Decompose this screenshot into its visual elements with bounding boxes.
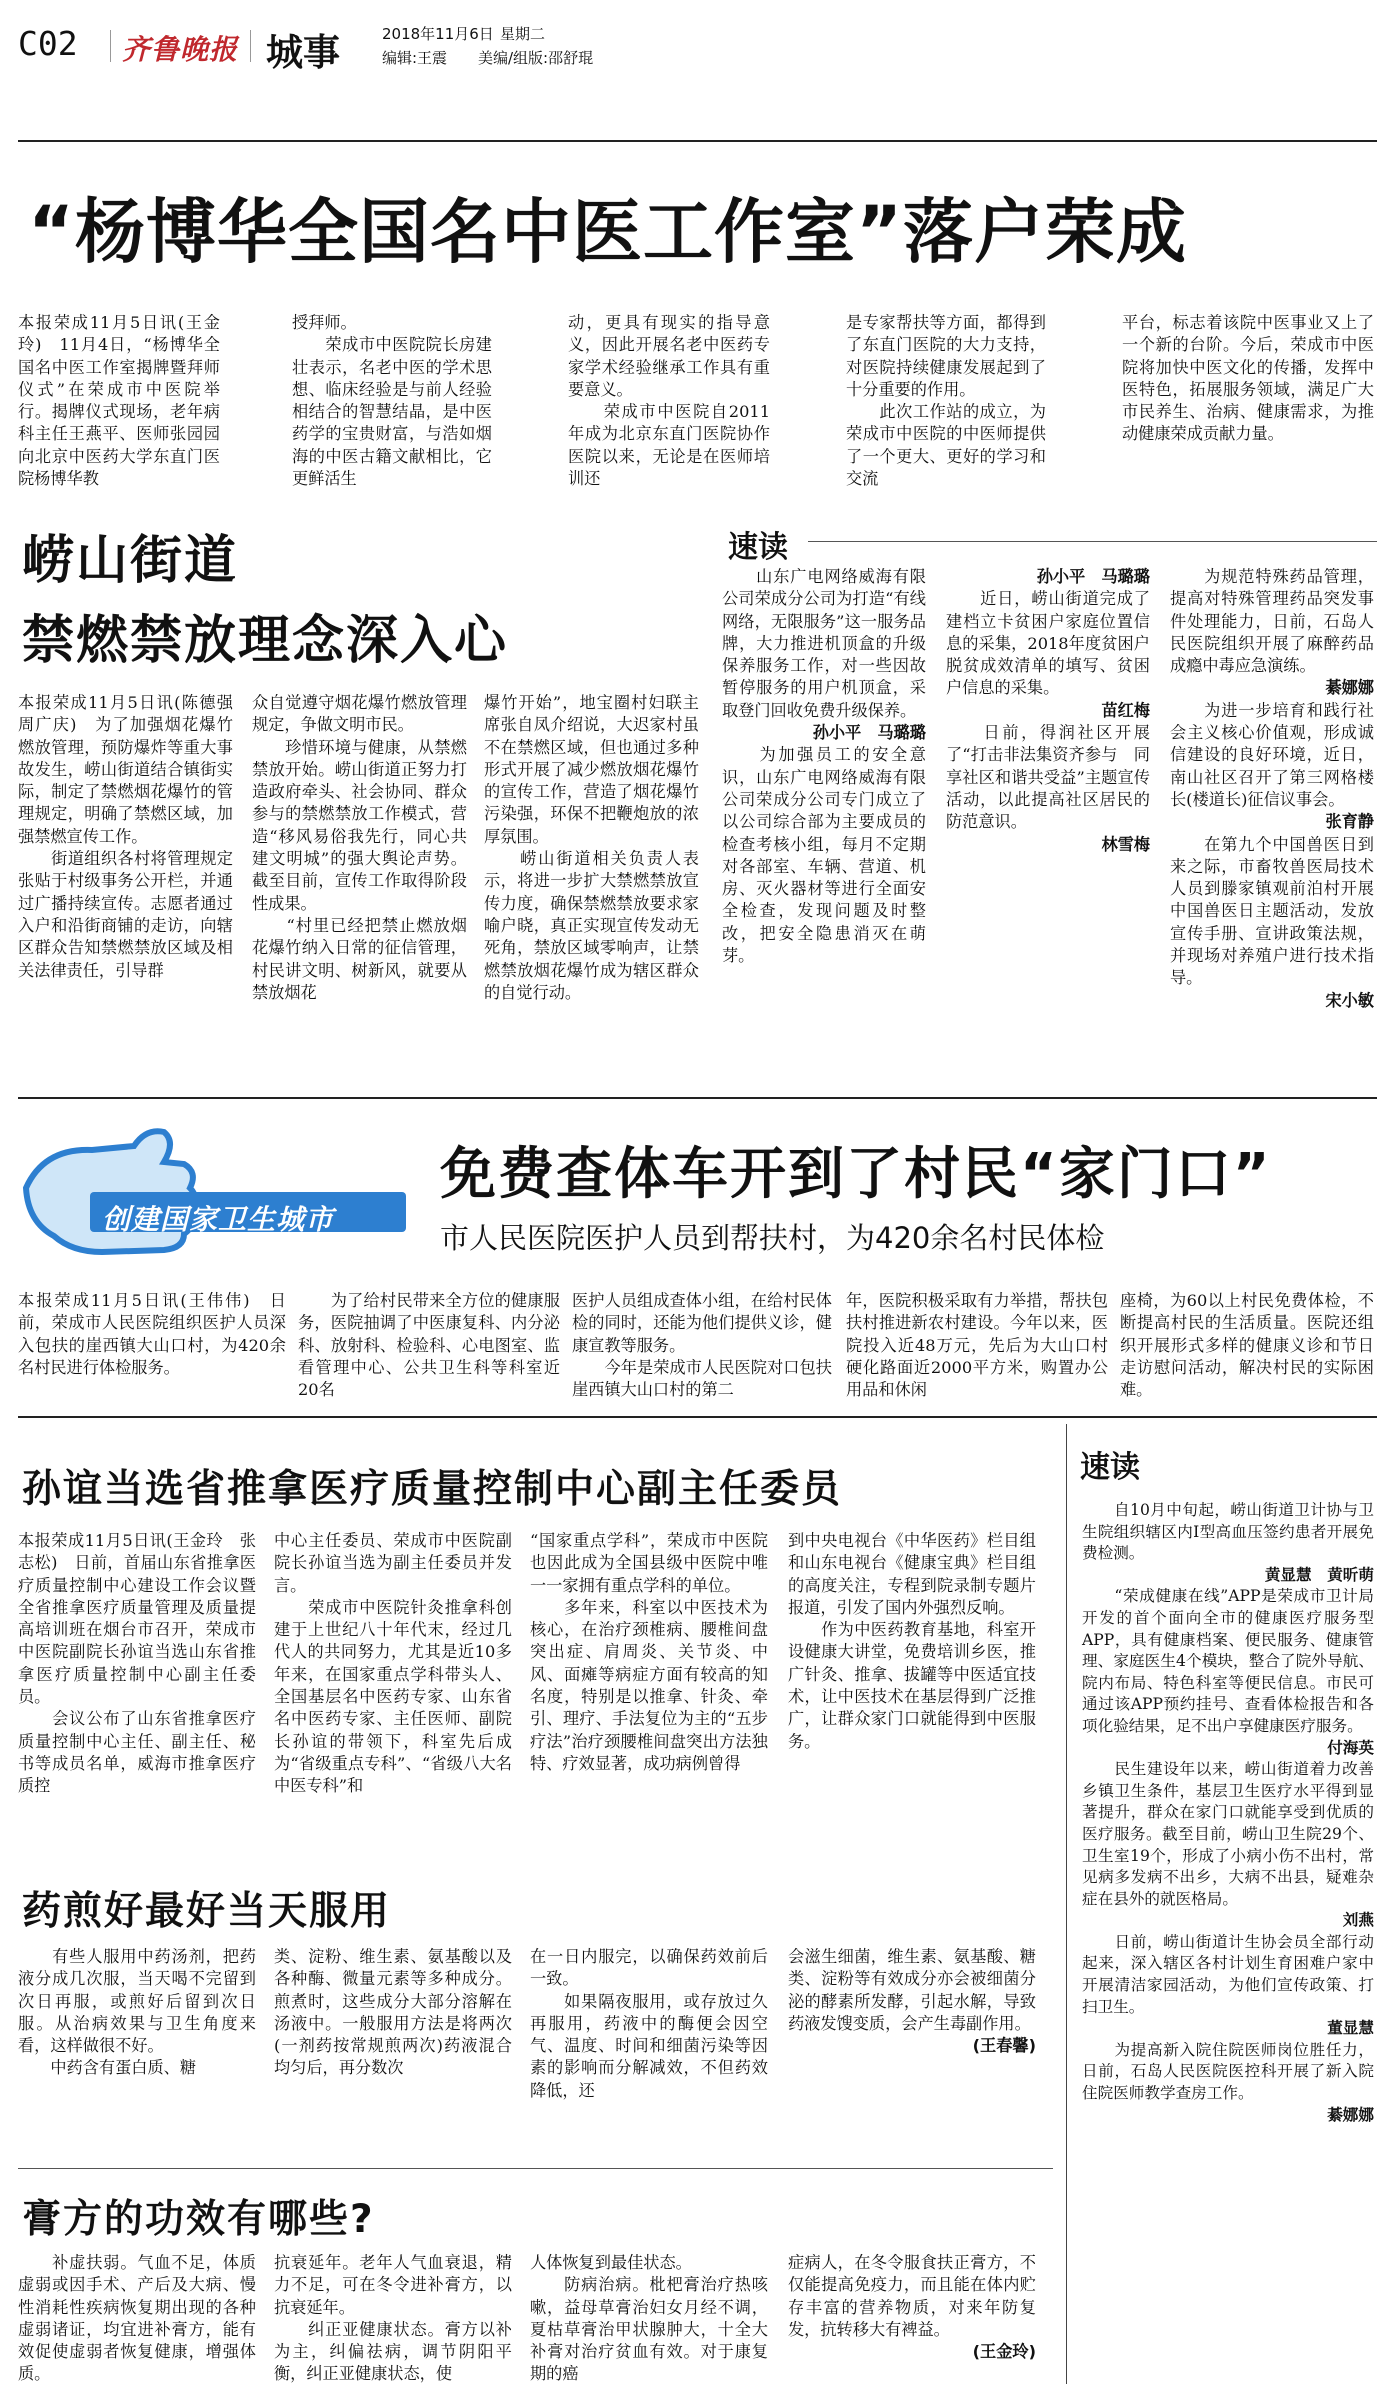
section-rule bbox=[18, 1097, 1377, 1099]
brief1-item2-byline: 孙小平 马璐璐 bbox=[1036, 567, 1150, 586]
article5-col4-text: 会滋生细菌，维生素、氨基酸、糖类、淀粉等有效成分亦会被细菌分泌的酵素所发酵，引起水解，导致药液发馊变质，会产生毒副作用。 bbox=[788, 1947, 1036, 2033]
article6-col1-text: 补虚扶弱。气血不足，体质虚弱或因手术、产后及大病、慢性消耗性疾病恢复期出现的各种虚弱诸证，均宜进补膏方，能有效促使虚弱者恢复健康，增强体质。 bbox=[18, 2253, 256, 2384]
brief1-item2-text: 为加强员工的安全意识，山东广电网络威海有限公司荣成分公司专门成立了以公司综合部为主要成员的检查考核小组，每月不定期对各部室、车辆、营道、机房、灭火器材等进行全面安全检查，发现问题及时整改，把安全隐患消灭在萌芽。 bbox=[722, 745, 926, 966]
article1-col2-text: 授拜师。 荣成市中医院院长房建壮表示，名老中医的学术思想、临床经验是与前人经验相结合的智慧结晶，是中医药学的宝贵财富，与浩如烟海的中医古籍文献相比，它更鲜活生 bbox=[292, 313, 492, 489]
article3-headline: 免费查体车开到了村民“家门口” bbox=[440, 1142, 1272, 1207]
brief1-item5-text: 为规范特殊药品管理，提高对特殊管理药品突发事件处理能力，日前，石岛人民医院组织开展了麻醉药品成瘾中毒应急演练。 bbox=[1170, 567, 1374, 676]
article1-col3-text: 动，更具有现实的指导意义，因此开展名老中医药专家学术经验继承工作具有重要意义。 荣成市中医院自2011年成为北京东直门医院协作医院以来，无论是在医师培训还 bbox=[568, 313, 770, 489]
thumbs-up-icon bbox=[14, 1118, 422, 1268]
issue-date: 2018年11月6日 bbox=[382, 25, 494, 43]
article5-byline: (王春馨) bbox=[972, 2036, 1036, 2056]
brief1-rule bbox=[808, 541, 1377, 542]
article6-headline: 膏方的功效有哪些? bbox=[22, 2197, 375, 2242]
article3-col3 bbox=[572, 1290, 832, 1402]
paper-logo: 齐鲁晚报 bbox=[122, 33, 239, 66]
brief2-item2-byline: 付海英 bbox=[1327, 1738, 1374, 1757]
brief1-col3 bbox=[1170, 566, 1374, 1076]
brief1-item6-text: 为进一步培育和践行社会主义核心价值观，形成诚信建设的良好环境，近日，南山社区召开了第三网格楼长(楼道长)征信议事会。 bbox=[1170, 700, 1374, 809]
article1-col2 bbox=[292, 312, 492, 489]
article5-col3-text: 在一日内服完，以确保药效前后一致。 如果隔夜服用，或存放过久再服用，药液中的酶便会因空气、温度、时间和细菌污染等因素的影响而分解减效，不但药效降低，还 bbox=[530, 1947, 768, 2100]
divider bbox=[250, 30, 251, 62]
article2-headline-line1: 崂山街道 bbox=[22, 531, 239, 591]
masthead bbox=[18, 20, 1377, 74]
article3-col5-text: 座椅，为60以上村民免费体检，不断提高村民的生活质量。医院还组织开展形式多样的健康义诊和节日走访慰问活动，解决村民的实际困难。 bbox=[1120, 1291, 1374, 1400]
article4-col1 bbox=[18, 1530, 256, 1868]
article1-col5-text: 平台，标志着该院中医事业又上了一个新的台阶。今后，荣成市中医院将加快中医文化的传播，发挥中医特色，拓展服务领域，满足广大市民养生、治病、健康需求，为推动健康荣成贡献力量。 bbox=[1122, 313, 1374, 444]
brief1-col1 bbox=[722, 566, 926, 1076]
article6-col2-text: 抗衰延年。老年人气血衰退，精力不足，可在冬令进补膏方，以抗衰延年。 纠正亚健康状态。膏方以补为主，纠偏祛病，调节阴阳平衡，纠正亚健康状态，使 bbox=[274, 2253, 512, 2384]
article4-col3 bbox=[530, 1530, 768, 1868]
column-divider bbox=[1066, 1424, 1067, 2384]
brief1-item6-byline: 张育静 bbox=[1325, 812, 1374, 832]
article1-headline: “杨博华全国名中医工作室”落户荣成 bbox=[28, 191, 1188, 273]
article2-col2 bbox=[252, 692, 467, 1076]
article3-col1 bbox=[18, 1290, 286, 1402]
brief1-item3-text: 近日，崂山街道完成了建档立卡贫困户家庭位置信息的采集，2018年度贫困户脱贫成效清单的填写、贫困户信息的采集。 bbox=[946, 589, 1150, 698]
brief1-item4-text: 日前，得润社区开展了“打击非法集资齐参与 同享社区和谐共受益”主题宣传活动，以此提高社区居民的防范意识。 bbox=[946, 723, 1150, 832]
article3-col2-text: 为了给村民带来全方位的健康服务，医院抽调了中医康复科、内分泌科、放射科、检验科、心电图室、监看管理中心、公共卫生科等科室近20名 bbox=[298, 1291, 560, 1400]
article3-subheadline: 市人民医院医护人员到帮扶村，为420余名村民体检 bbox=[440, 1221, 1105, 1255]
article1-col5 bbox=[1122, 312, 1374, 472]
article1-col4 bbox=[846, 312, 1046, 489]
brief1-item1-text: 山东广电网络威海有限公司荣成分公司为打造“有线网络，无限服务”这一服务品牌，大力推进机顶盒的升级保养服务工作，对一些因故暂停服务的用户机顶盒，采取登门回收免费升级保养。 bbox=[722, 567, 926, 720]
article5-col2-text: 类、淀粉、维生素、氨基酸以及各种酶、微量元素等多种成分。煎煮时，这些成分大部分溶解在汤液中。一般服用方法是将两次(一剂药按常规煎两次)药液混合均匀后，再分数次 bbox=[274, 1947, 512, 2078]
brief1-item1-byline: 孙小平 马璐璐 bbox=[812, 723, 926, 743]
issue-weekday: 星期二 bbox=[500, 25, 546, 43]
article4-headline: 孙谊当选省推拿医疗质量控制中心副主任委员 bbox=[22, 1467, 843, 1512]
section-rule bbox=[18, 1416, 1377, 1418]
article6-col1 bbox=[18, 2252, 256, 2388]
brief1-item3-byline: 苗红梅 bbox=[1101, 700, 1150, 720]
brief2-item2-text: “荣成健康在线”APP是荣成市卫计局开发的首个面向全市的健康医疗服务型APP，具有健康档案、便民服务、健康管理、家庭医生4个模块，整合了院外导航、院内布局、特色科室等便民信息。市民可通过该APP预约挂号、查看体检报告和各项化验结果，足不出户享健康医疗服务。 bbox=[1082, 1587, 1374, 1735]
article3-col1-text: 本报荣成11月5日讯(王伟伟) 日前，荣成市人民医院组织医护人员深入包扶的崖西镇大山口村，为420余名村民进行体检服务。 bbox=[18, 1291, 286, 1377]
article2-col1-text: 本报荣成11月5日讯(陈德强 周广庆) 为了加强烟花爆竹燃放管理，预防爆炸等重大事故发生，崂山街道结合镇街实际，制定了禁燃烟花爆竹的管理规定，明确了禁燃区域，加强禁燃宣传工作。 街道组织各村将管理规定张贴于村级事务公开栏，并通过广播持续宣传。志愿者通过入户和沿街商铺的走访，向辖区群众告知禁燃禁放区域及相关法律责任，引导群 bbox=[18, 693, 233, 980]
article1-col1 bbox=[18, 312, 220, 489]
article4-col4-text: 到中央电视台《中华医药》栏目组和山东电视台《健康宝典》栏目组的高度关注，专程到院录制专题片报道，引发了国内外强烈反响。 作为中医药教育基地，科室开设健康大讲堂，免费培训乡医，推广针灸、推拿、拔罐等中医适宜技术，让中医技术在基层得到广泛推广，让群众家门口就能得到中医服务。 bbox=[788, 1531, 1036, 1751]
article6-col4 bbox=[788, 2252, 1036, 2388]
article6-col3 bbox=[530, 2252, 768, 2388]
brief1-item4-byline: 林雪梅 bbox=[1101, 834, 1150, 854]
section-name: 城事 bbox=[266, 31, 340, 74]
article6-col2 bbox=[274, 2252, 512, 2388]
masthead-rule bbox=[18, 140, 1377, 142]
article5-col1-text: 有些人服用中药汤剂，把药液分成几次服，当天喝不完留到次日再服，或煎好后留到次日服。从治病效果与卫生角度来看，这样做很不好。 中药含有蛋白质、糖 bbox=[18, 1947, 256, 2078]
brief2-item4-byline: 董显慧 bbox=[1327, 2019, 1374, 2038]
brief2-item1-byline: 黄显慧 黄昕萌 bbox=[1264, 1565, 1374, 1584]
article1-col4-text: 是专家帮扶等方面，都得到了东直门医院的大力支持，对医院持续健康发展起到了十分重要的作用。 此次工作站的成立，为荣成市中医院的中医师提供了一个更大、更好的学习和交流 bbox=[846, 313, 1046, 489]
divider bbox=[110, 30, 111, 62]
article5-col1 bbox=[18, 1946, 256, 2166]
article2-col3 bbox=[484, 692, 699, 1076]
editor-credit: 编辑:王震 bbox=[382, 49, 448, 67]
article2-col2-text: 众自觉遵守烟花爆竹燃放管理规定，争做文明市民。 珍惜环境与健康，从禁燃禁放开始。崂山街道正努力打造政府牵头、社会协同、群众参与的禁燃禁放工作模式，营造“移风易俗我先行，同心共建文明城”的强大舆论声势。截至目前，宣传工作取得阶段性成果。 “村里已经把禁止燃放烟花爆竹纳入日常的征信管理，村民讲文明、树新风，就要从禁放烟花 bbox=[252, 693, 467, 1002]
article4-col3-text: “国家重点学科”，荣成市中医院也因此成为全国县级中医院中唯一一家拥有重点学科的单位。 多年来，科室以中医技术为核心，在治疗颈椎病、腰椎间盘突出症、肩周炎、关节炎、中风、面瘫等病症方面有较高的知名度，特别是以推拿、针灸、牵引、理疗、手法复位为主的“五步疗法”治疗颈腰椎间盘突出方法独特、疗效显著，成功病例曾得 bbox=[530, 1531, 768, 1773]
article5-col4 bbox=[788, 1946, 1036, 2166]
article6-col4-text: 症病人，在冬令服食扶正膏方，不仅能提高免疫力，而且能在体内贮存丰富的营养物质，对来年防复发，抗转移大有裨益。 bbox=[788, 2253, 1036, 2339]
article3-col2 bbox=[298, 1290, 560, 1402]
brief1-col2 bbox=[946, 566, 1150, 1076]
article5-headline: 药煎好最好当天服用 bbox=[22, 1889, 392, 1934]
article1-col3 bbox=[568, 312, 770, 489]
article3-col4-text: 年，医院积极采取有力举措，帮扶包扶村推进新农村建设。今年以来，医院投入近48万元，先后为大山口村硬化路面近2000平方米，购置办公用品和休闲 bbox=[846, 1291, 1108, 1400]
brief2-title: 速读 bbox=[1080, 1450, 1140, 1485]
brief2-item4-text: 日前，崂山街道计生协会员全部行动起来，深入辖区各村计划生育困难户家中开展清洁家园活动，为他们宣传政策、打扫卫生。 bbox=[1082, 1932, 1374, 2016]
hygiene-city-badge bbox=[14, 1118, 422, 1268]
page-number: C02 bbox=[18, 24, 78, 63]
brief2-item5-text: 为提高新入院住院医师岗位胜任力，日前，石岛人民医院医控科开展了新入院住院医师教学查房工作。 bbox=[1082, 2040, 1374, 2103]
brief1-item7-text: 在第九个中国兽医日到来之际，市畜牧兽医局技术人员到滕家镇观前泊村开展中国兽医日主题活动，发放宣传手册、宣讲政策法规，并现场对养殖户进行技术指导。 bbox=[1170, 834, 1374, 988]
article3-col5 bbox=[1120, 1290, 1374, 1402]
design-credit: 美编/组版:邵舒琨 bbox=[478, 49, 594, 67]
brief2-col bbox=[1082, 1500, 1374, 2388]
brief1-item7-byline: 宋小敏 bbox=[1325, 990, 1374, 1010]
article2-col1 bbox=[18, 692, 233, 1076]
brief2-item5-byline: 綦娜娜 bbox=[1327, 2105, 1374, 2124]
article6-byline: (王金玲) bbox=[972, 2342, 1036, 2362]
brief1-item5-byline: 綦娜娜 bbox=[1325, 678, 1374, 698]
article4-col2 bbox=[274, 1530, 512, 1868]
brief2-item3-text: 民生建设年以来，崂山街道着力改善乡镇卫生条件，基层卫生医疗水平得到显著提升，群众在家门口就能享受到优质的医疗服务。截至目前，崂山卫生院29个、卫生室19个，形成了小病小伤不出村，常见病多发病不出乡，大病不出县，疑难杂症在县外的就医格局。 bbox=[1082, 1760, 1374, 1908]
article4-col2-text: 中心主任委员、荣成市中医院副院长孙谊当选为副主任委员并发言。 荣成市中医院针灸推拿科创建于上世纪八十年代末，经过几代人的共同努力，尤其是近10多年来，在国家重点学科带头人、全国基层名中医药专家、山东省名中医药专家、主任医师、副院长孙谊的带领下，科室先后成为“省级重点专科”、“省级八大名中医专科”和 bbox=[274, 1531, 512, 1796]
article4-col1-text: 本报荣成11月5日讯(王金玲 张志松) 日前，首届山东省推拿医疗质量控制中心建设工作会议暨全省推拿医疗质量管理及质量提高培训班在烟台市召开，荣成市中医院副院长孙谊当选山东省推拿医疗质量控制中心副主任委员。 会议公布了山东省推拿医疗质量控制中心主任、副主任、秘书等成员名单，威海市推拿医疗质控 bbox=[18, 1531, 256, 1796]
article6-col3-text: 人体恢复到最佳状态。 防病治病。枇杷膏治疗热咳嗽，益母草膏治妇女月经不调，夏枯草膏治甲状腺肿大，十全大补膏对治疗贫血有效。对于康复期的癌 bbox=[530, 2253, 768, 2384]
article2-headline-line2: 禁燃禁放理念深入心 bbox=[22, 611, 509, 671]
article5-col2 bbox=[274, 1946, 512, 2166]
brief2-item3-byline: 刘燕 bbox=[1342, 1911, 1374, 1930]
brief2-item1-text: 自10月中旬起，崂山街道卫计协与卫生院组织辖区内Ⅰ型高血压签约患者开展免费检测。 bbox=[1082, 1501, 1374, 1563]
article3-col3-text: 医护人员组成查体小组，在给村民体检的同时，还能为他们提供义诊，健康宣教等服务。 今年是荣成市人民医院对口包扶崖西镇大山口村的第二 bbox=[572, 1291, 832, 1400]
article5-col3 bbox=[530, 1946, 768, 2166]
article1-col1-text: 本报荣成11月5日讯(王金玲) 11月4日，“杨博华全国名中医工作室揭牌暨拜师仪式”在荣成市中医院举行。揭牌仪式现场，老年病科主任王燕平、医师张园园向北京中医药大学东直门医院杨博华教 bbox=[18, 313, 220, 489]
brief1-title: 速读 bbox=[728, 530, 788, 565]
article4-col4 bbox=[788, 1530, 1036, 1868]
article3-col4 bbox=[846, 1290, 1108, 1402]
badge-text: 创建国家卫生城市 bbox=[102, 1203, 335, 1236]
article-rule bbox=[18, 2168, 1053, 2169]
article2-col3-text: 爆竹开始”，地宝圈村妇联主席张自凤介绍说，大迟家村虽不在禁燃区域，但也通过多种形式开展了减少燃放烟花爆竹的宣传工作，营造了烟花爆竹污染强，环保不把鞭炮放的浓厚氛围。 崂山街道相关负责人表示，将进一步扩大禁燃禁放宣传力度，确保禁燃禁放要求家喻户晓，真正实现宣传发动无死角，禁放区域零响声，让禁燃禁放烟花爆竹成为辖区群众的自觉行动。 bbox=[484, 693, 699, 1002]
